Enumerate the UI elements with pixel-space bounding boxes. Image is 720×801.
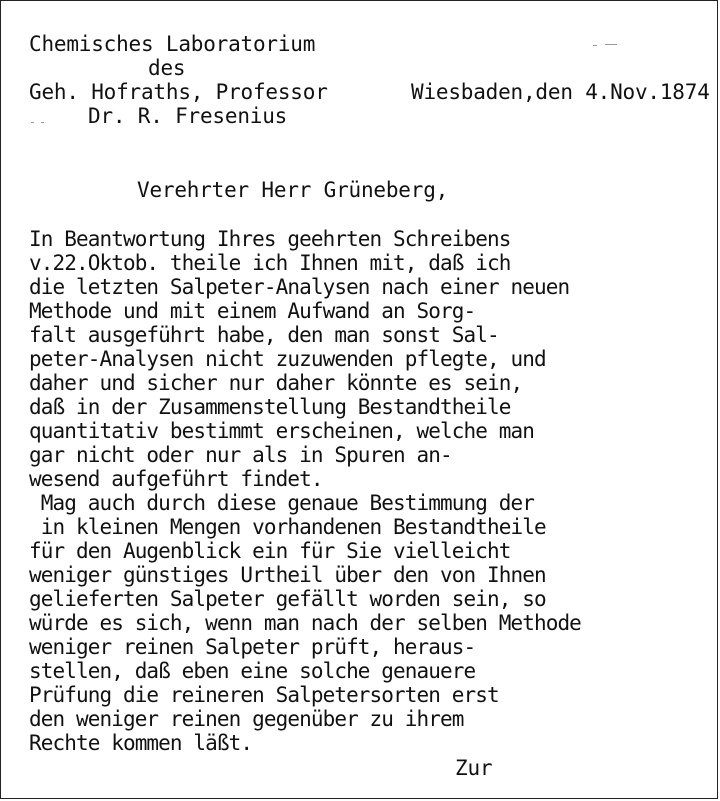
body-line: Mag auch durch diese genaue Bestimmung der — [29, 491, 534, 515]
body-line: In Beantwortung Ihres geehrten Schreibens — [29, 227, 511, 251]
body-line: Prüfung die reineren Salpetersorten erst — [29, 683, 499, 707]
body-line: peter-Analysen nicht zuzuwenden pflegte, und — [29, 347, 546, 371]
body-line: gelieferten Salpeter gefällt worden sein, so — [29, 587, 546, 611]
scan-speck — [41, 122, 44, 123]
body-line: gar nicht oder nur als in Spuren an- — [29, 443, 452, 467]
body-line: weniger günstiges Urtheil über den von Ihnen — [29, 563, 546, 587]
body-line: die letzten Salpeter-Analysen nach einer neuen — [29, 275, 570, 299]
place-date: Wiesbaden,den 4.Nov.1874 — [411, 80, 710, 104]
body-line: v.22.Oktob. theile ich Ihnen mit, daß ich — [29, 251, 511, 275]
body-line: falt ausgeführt habe, den man sonst Sal- — [29, 323, 499, 347]
letterhead-line-4: Dr. R. Fresenius — [88, 104, 288, 128]
salutation: Verehrter Herr Grüneberg, — [137, 178, 449, 202]
continuation-word: Zur — [455, 756, 493, 780]
scan-speck — [31, 122, 34, 123]
body-line: für den Augenblick ein für Sie vielleicht — [29, 539, 511, 563]
scan-speck — [605, 44, 617, 45]
body-line: würde es sich, wenn man nach der selben Methode — [29, 611, 581, 635]
body-line: daß in der Zusammenstellung Bestandtheile — [29, 395, 511, 419]
letterhead-line-2: des — [148, 56, 186, 80]
body-line: wesend aufgeführt findet. — [29, 467, 323, 491]
body-line: Rechte kommen läßt. — [29, 731, 253, 755]
body-line: daher und sicher nur daher könnte es sein, — [29, 371, 523, 395]
body-line: in kleinen Mengen vorhandenen Bestandtheile — [29, 515, 546, 539]
body-line: den weniger reinen gegenüber zu ihrem — [29, 707, 464, 731]
scan-speck — [593, 45, 597, 46]
letterhead-line-3: Geh. Hofraths, Professor — [29, 80, 328, 104]
body-line: weniger reinen Salpeter prüft, heraus- — [29, 635, 476, 659]
body-line: quantitativ bestimmt erscheinen, welche man — [29, 419, 534, 443]
body-line: stellen, daß eben eine solche genauere — [29, 659, 476, 683]
letterhead-line-1: Chemisches Laboratorium — [29, 32, 316, 56]
body-line: Methode und mit einem Aufwand an Sorg- — [29, 299, 476, 323]
